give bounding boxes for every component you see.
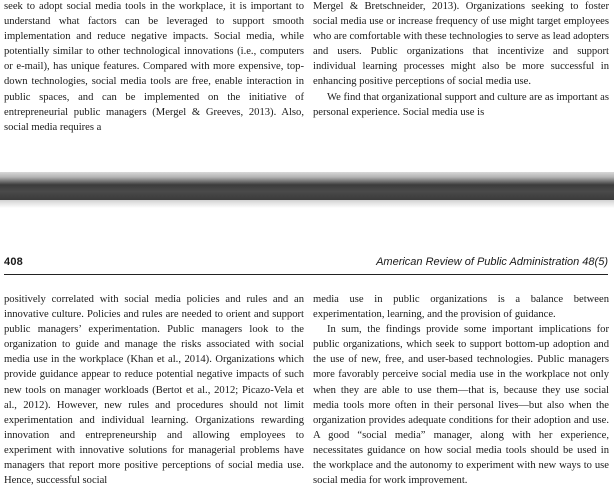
page-shadow — [0, 200, 614, 208]
previous-page-right-column — [313, 0, 609, 120]
current-page-right-column — [313, 292, 609, 488]
paragraph: media use in public organizations is a balance between experimentation, learning, and the provision of guidance. — [313, 294, 609, 321]
page-divider — [0, 172, 614, 200]
header-rule — [4, 274, 608, 275]
page-number: 408 — [4, 256, 23, 268]
paragraph: seek to adopt social media tools in the workplace, it is important to understand what factors can be leveraged to support smooth implementation and reduce negative impacts. Social media, while potentially similar to other technological innovations (i.e., computers or e-mail), has unique features. Compared with more expensive, top-down technologies, social media tools are free, enable interaction in public spaces, and can be implemented on the initiative of entrepreneurial public managers (Mergel & Greeves, 2013). Also, social media requires a — [4, 1, 304, 133]
paragraph: Mergel & Bretschneider, 2013). Organizations seeking to foster social media use or increase frequency of use might target employees who are comfortable with these technologies to serve as lead adopters and users. Public organizations that incentivize and support individual learning processes might also be more successful in enhancing positive perceptions of social media use. — [313, 1, 609, 88]
journal-running-header: American Review of Public Administration 48(5) — [376, 256, 608, 268]
current-page-left-column — [4, 292, 304, 488]
paragraph: positively correlated with social media policies and rules and an innovative culture. Policies and rules are needed to orient and support public managers’ experimentation. Public managers look to the organization to guide and manage the risks associated with social media use in the workplace (Khan et al., 2014). Organizations which provide guidance appear to reduce potential negative impacts of such new tools on manager workloads (Bertot et al., 2012; Picazo-Vela et al., 2012). However, new rules and procedures should not limit experimentation and individual learning. Organizations rewarding innovation and entrepreneurship and allowing employees to experiment with innovative solutions for managerial problems have managers that report more positive perceptions of social media use. Hence, successful social — [4, 294, 304, 487]
paragraph: In sum, the findings provide some important implications for public organizations, which seek to support bottom-up adoption and the use of new, free, and user-based technologies. Public managers more favorably perceive social media use in the workplace not only when they are able to use them—that is, because they use social media tools more often in their personal lives—but also when the organization provides adequate conditions for their adoption and use. A good “social media” manager, along with her experience, necessitates guidance on how social media tools should be used in the workplace and the autonomy to experiment with new ways to use social media for work improvement. — [313, 324, 609, 487]
paragraph: We find that organizational support and culture are as important as personal experience. Social media use is — [313, 91, 609, 118]
previous-page-left-column — [4, 0, 304, 135]
